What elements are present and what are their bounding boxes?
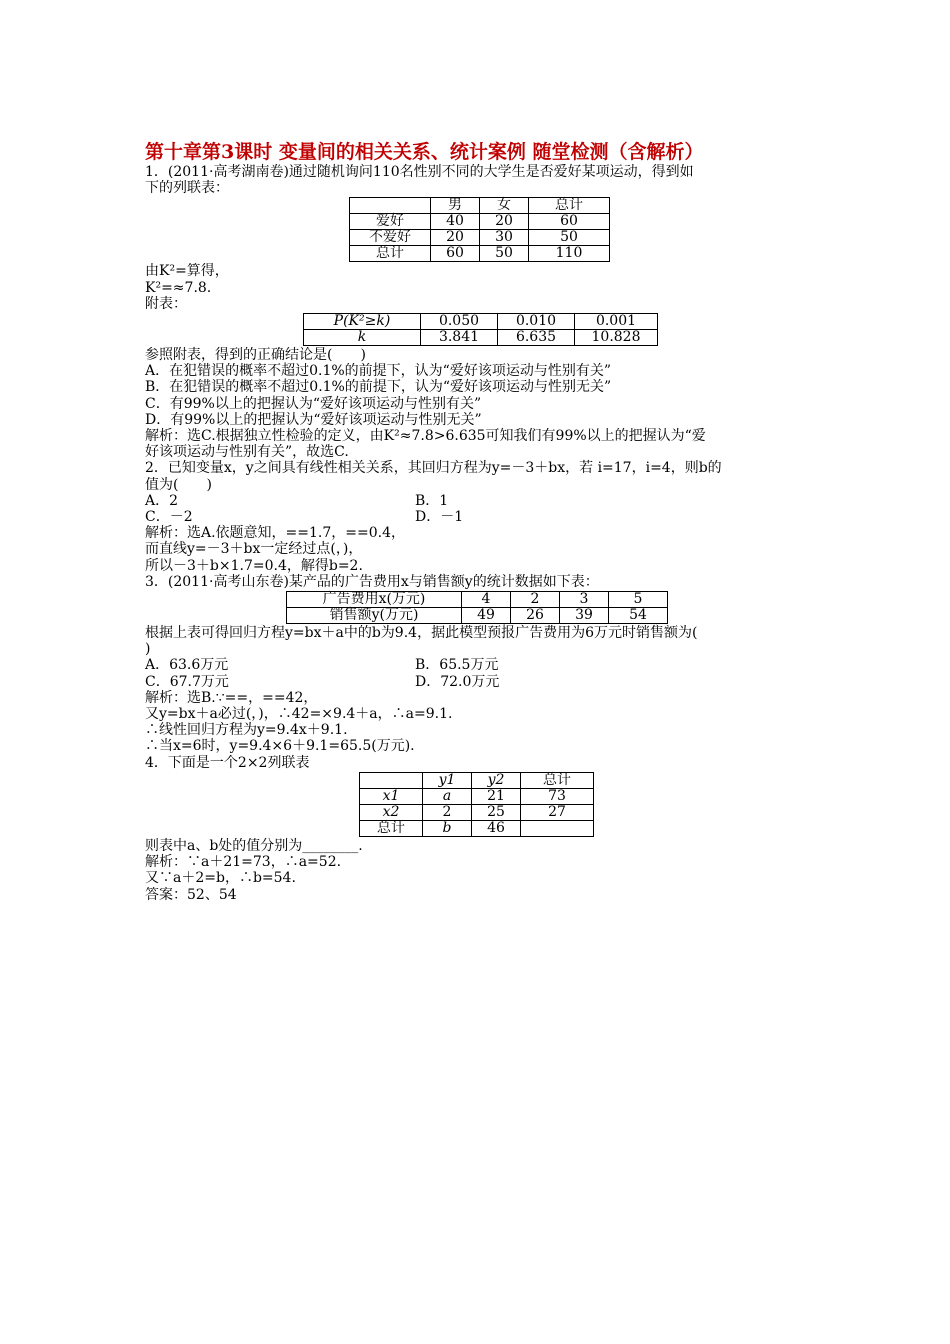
q1-question: 参照附表，得到的正确结论是( )	[145, 347, 366, 364]
q2-line: 值为( )	[145, 476, 212, 493]
table-row	[360, 804, 594, 820]
q1-option-b: B．在犯错误的概率不超过0.1%的前提下，认为“爱好该项运动与性别无关”	[145, 379, 612, 396]
table-cell: 60	[529, 214, 610, 230]
table-cell: x2	[360, 804, 423, 820]
table-row	[350, 246, 610, 262]
table-row	[350, 230, 610, 246]
table-cell: 总计	[521, 772, 594, 788]
table-row	[360, 820, 594, 836]
q2-solution: 解析：选A.依题意知，==1.7，==0.4，	[145, 525, 406, 542]
q1-line: 下的列联表：	[145, 180, 229, 197]
q1-line: 由K²=算得，	[145, 263, 229, 280]
table-cell: 46	[472, 820, 521, 836]
table-cell: 110	[529, 246, 610, 262]
q1-line: 附表：	[145, 295, 187, 312]
table-cell: 26	[511, 608, 560, 624]
q2-option-a: A．2	[145, 492, 179, 509]
q3-option-a: A．63.6万元	[145, 657, 229, 674]
question-3	[145, 574, 810, 755]
table-cell: 女	[480, 198, 529, 214]
table-cell: 2	[511, 592, 560, 608]
table-cell: 50	[480, 246, 529, 262]
q2-option-c: C．－2	[145, 509, 193, 526]
table-cell: b	[423, 820, 472, 836]
table-cell: 3	[560, 592, 609, 608]
table-cell: 男	[431, 198, 480, 214]
q4-solution: 又∵a＋2=b，∴b=54.	[145, 870, 296, 887]
table-cell: 60	[431, 246, 480, 262]
table-cell: k	[304, 330, 421, 346]
q3-line: 3．(2011·高考山东卷)某产品的广告费用x与销售额y的统计数据如下表：	[145, 573, 599, 590]
table-cell: 0.001	[575, 314, 658, 330]
q3-solution: ∴当x=6时，y=9.4×6＋9.1=65.5(万元).	[145, 738, 415, 755]
page-title: 第十章第3课时 变量间的相关关系、统计案例 随堂检测（含解析）	[145, 141, 704, 163]
table-cell: 73	[521, 788, 594, 804]
q3-option-c: C．67.7万元	[145, 673, 229, 690]
table-cell: 25	[472, 804, 521, 820]
table-row	[350, 214, 610, 230]
q2-option-b: B．1	[415, 492, 449, 509]
table-cell: 0.010	[498, 314, 575, 330]
q3-question: )	[145, 641, 151, 658]
q2-solution: 而直线y=－3＋bx一定经过点(，)，	[145, 541, 363, 558]
table-cell: 4	[462, 592, 511, 608]
q2-line: 2．已知变量x，y之间具有线性相关关系，其回归方程为y=－3＋bx，若 i=17，i=4，则b的	[145, 460, 722, 477]
table-cell	[521, 820, 594, 836]
table-row	[360, 788, 594, 804]
table-cell: 销售额y(万元)	[287, 608, 462, 624]
q4-solution: 解析：∵a＋21=73，∴a=52.	[145, 854, 342, 871]
table-cell: 27	[521, 804, 594, 820]
table-row	[360, 772, 594, 788]
document	[145, 140, 810, 903]
q1-option-d: D．有99%以上的把握认为“爱好该项运动与性别无关”	[145, 411, 482, 428]
q1-solution: 解析：选C.根据独立性检验的定义，由K²≈7.8>6.635可知我们有99%以上的把握认为“爱	[145, 428, 706, 445]
q1-attached-table	[303, 313, 658, 346]
table-row	[304, 314, 658, 330]
table-cell: x1	[360, 788, 423, 804]
table-cell: 39	[560, 608, 609, 624]
q2-options-row	[145, 509, 810, 525]
q1-option-a: A．在犯错误的概率不超过0.1%的前提下，认为“爱好该项运动与性别有关”	[145, 363, 611, 380]
table-cell: a	[423, 788, 472, 804]
q1-line: 1．(2011·高考湖南卷)通过随机询问110名性别不同的大学生是否爱好某项运动，得到如	[145, 164, 694, 180]
q1-contingency-table	[349, 197, 610, 262]
table-cell: 2	[423, 804, 472, 820]
table-cell: 6.635	[498, 330, 575, 346]
q3-data-table	[286, 591, 668, 624]
table-cell: 40	[431, 214, 480, 230]
table-cell: 总计	[350, 246, 431, 262]
table-row	[304, 330, 658, 346]
q3-question: 根据上表可得回归方程y=bx＋a中的b为9.4，据此模型预报广告费用为6万元时销售额为(	[145, 625, 698, 642]
table-cell: 广告费用x(万元)	[287, 592, 462, 608]
table-cell: P(K²≥k)	[304, 314, 421, 330]
q3-options-row	[145, 657, 810, 673]
table-cell: 总计	[529, 198, 610, 214]
table-cell: 总计	[360, 820, 423, 836]
q3-solution: 解析：选B.∵==，==42，	[145, 689, 318, 706]
q4-answer: 答案：52、54	[145, 886, 237, 903]
q3-solution: ∴线性回归方程为y=9.4x＋9.1.	[145, 722, 348, 739]
table-cell: 49	[462, 608, 511, 624]
q2-options-row	[145, 493, 810, 509]
question-1	[145, 164, 810, 460]
table-cell	[360, 772, 423, 788]
table-row	[350, 198, 610, 214]
q3-options-row	[145, 674, 810, 690]
q4-question: 则表中a、b处的值分别为________.	[145, 837, 363, 854]
table-cell: 54	[609, 608, 668, 624]
question-2	[145, 460, 810, 573]
table-cell: 21	[472, 788, 521, 804]
table-cell: 0.050	[421, 314, 498, 330]
question-4	[145, 755, 810, 903]
q1-line: K²=≈7.8.	[145, 279, 212, 296]
q3-option-d: D．72.0万元	[415, 673, 500, 690]
table-cell: y2	[472, 772, 521, 788]
table-cell: 3.841	[421, 330, 498, 346]
table-cell	[350, 198, 431, 214]
table-row	[287, 592, 668, 608]
q3-option-b: B．65.5万元	[415, 657, 499, 674]
q2-option-d: D．－1	[415, 509, 464, 526]
q3-solution: 又y=bx＋a必过(，)，∴42=×9.4＋a，∴a=9.1.	[145, 706, 453, 723]
q1-solution: 好该项运动与性别有关”，故选C.	[145, 444, 349, 461]
table-cell: 50	[529, 230, 610, 246]
q1-option-c: C．有99%以上的把握认为“爱好该项运动与性别有关”	[145, 395, 482, 412]
table-cell: 爱好	[350, 214, 431, 230]
q2-solution: 所以－3＋b×1.7=0.4，解得b=2.	[145, 557, 363, 574]
table-row	[287, 608, 668, 624]
table-cell: 5	[609, 592, 668, 608]
table-cell: 20	[431, 230, 480, 246]
q4-contingency-table	[359, 772, 594, 837]
table-cell: 20	[480, 214, 529, 230]
table-cell: 30	[480, 230, 529, 246]
q4-line: 4．下面是一个2×2列联表	[145, 754, 310, 771]
table-cell: 不爱好	[350, 230, 431, 246]
table-cell: 10.828	[575, 330, 658, 346]
table-cell: y1	[423, 772, 472, 788]
